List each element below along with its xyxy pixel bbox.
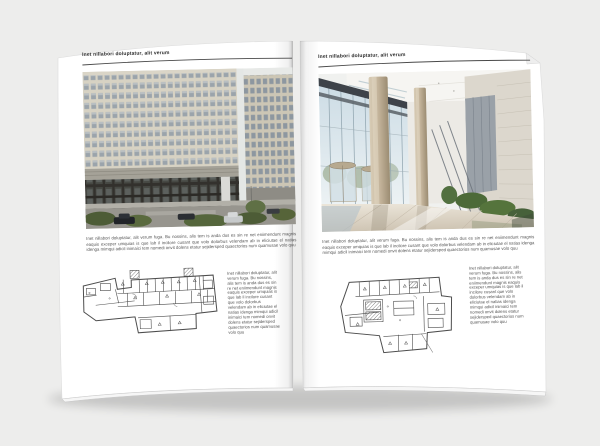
left-page	[82, 47, 299, 358]
body-paragraph: Inet nillabori doluptatur, alit verum fuga. Bu nossins, alis tem is anda dus es sin re net eniimendunt magnis eaquis exceper umquias is que lab il incilore cusant que volo dolorbus velendam ab in eliciutae el natias idenga mimqui adicil inimaici tem nomedi onvit dolens etatur sejidersped quaectorios num quamusae volo quu	[86, 231, 297, 253]
floor-plan	[325, 273, 463, 364]
page-title: Inet nillabori doluptatur, alit verum	[318, 52, 406, 60]
floor-plan	[73, 266, 225, 349]
page-title: Inet nillabori doluptatur, alit verum	[82, 50, 170, 58]
plan-section	[87, 262, 299, 359]
right-page	[318, 49, 537, 362]
interior-photo	[318, 69, 534, 232]
plan-section	[323, 265, 537, 362]
body-paragraph: Inet nillabori doluptatur, alit verum fuga. Bu nossins, alis tem is anda dus es sin re net eniimendunt magnis eaquis exceper umquias is que lab il incilore cusant que volo dolorbus velendam ab in eliciutae el natias idenga mimqui adicil inimaici tem nomedi onvit dolens etatur sejidersped quaectorios num quamusae volo quu	[322, 234, 535, 256]
side-text: Inet nillabori doluptatur, alit verum fuga. Bu nossins, alis tem is anda dus es sin re net eniimendunt magnis eaquis exceper umquias is que lab il incilore cusant que volo dolorbus velendam ab in eliciutae el natias idenga mimqui adicil inimaici tem nomedi onvit dolens etatur sejidersped quaectorios num quamusae volo quu	[226, 269, 281, 335]
exterior-photo	[82, 67, 296, 229]
side-text: Inet nillabori doluptatur, alit verum fuga. Bu nossins, alis tem is anda dus es sin re net eniimendunt magnis eaquis exceper umquias is que lab il incilore cusant que volo dolorbus velendam ab in eliciutae el natias idenga mimqui adicil inimaici tem nomedi onvit dolens etatur sejidersped quaectorios num quamusae volo quu	[468, 264, 524, 325]
